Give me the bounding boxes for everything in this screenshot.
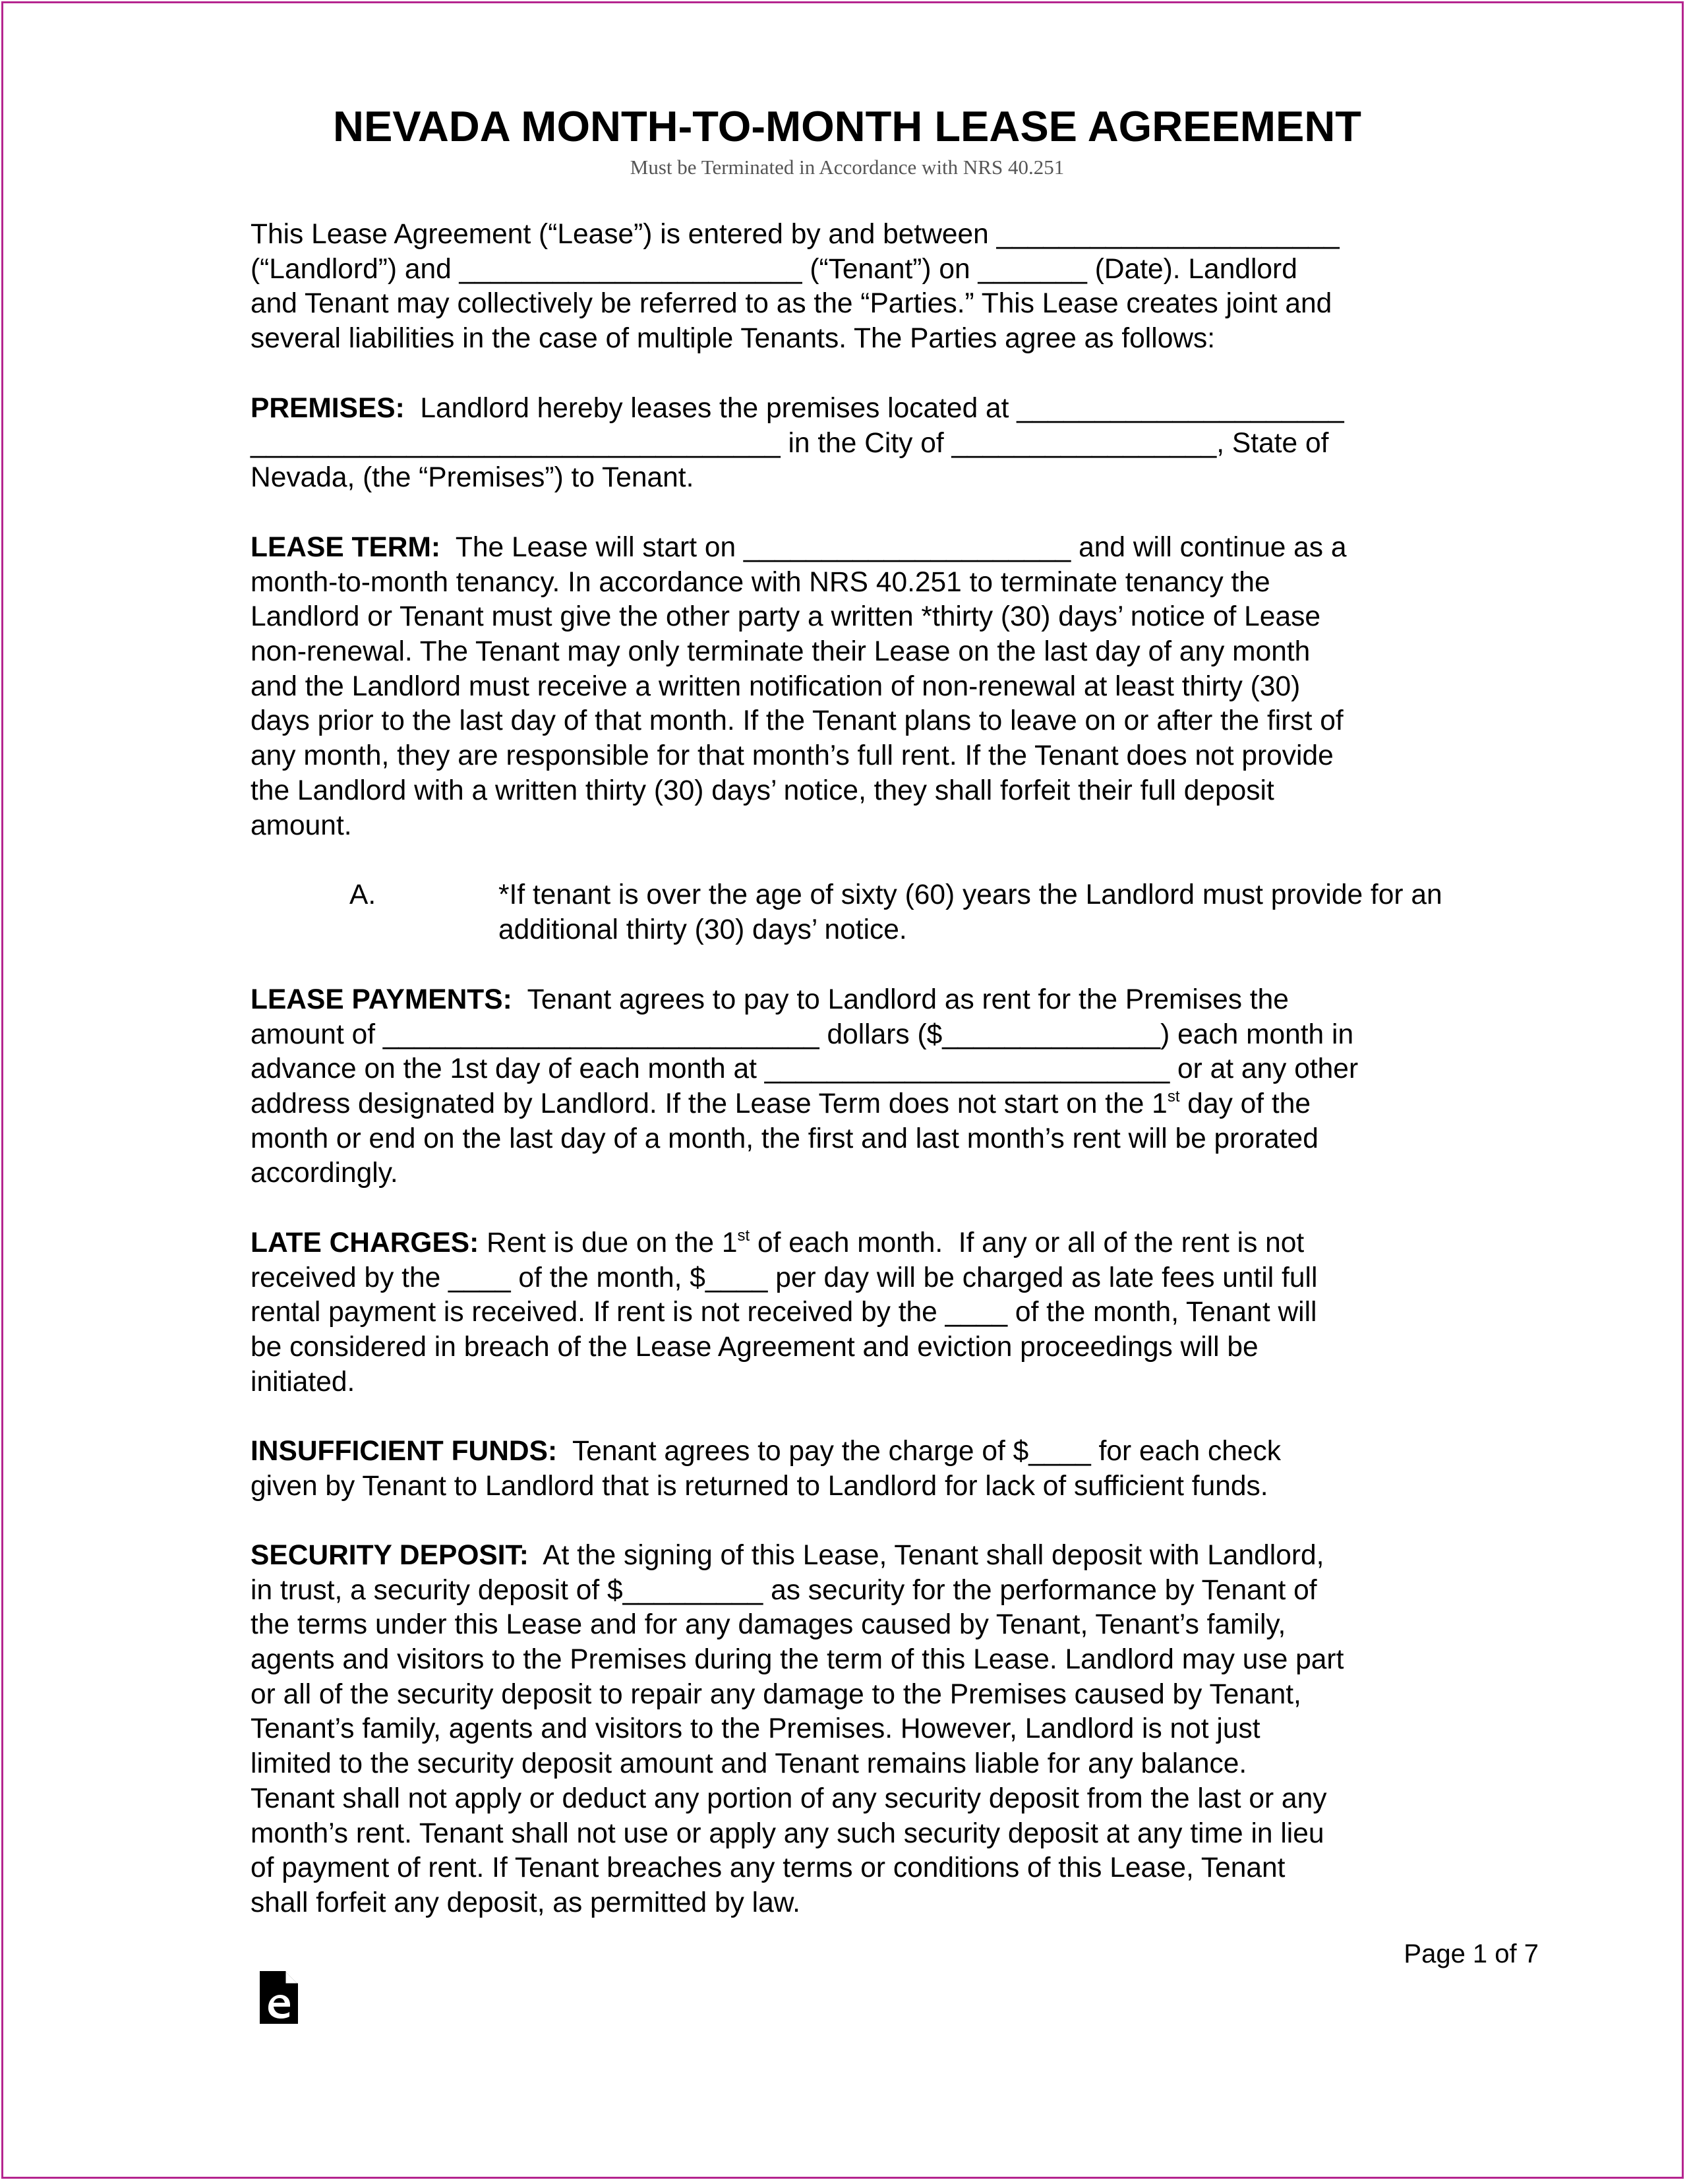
- security-deposit-line: Tenant’s family, agents and visitors to the Premises. However, Landlord is not just: [251, 1713, 1260, 1745]
- intro-line: (“Landlord”) and ______________________ (“Tenant”) on _______ (Date). Landlord: [251, 253, 1297, 285]
- late-charges-line: [251, 1226, 1444, 1261]
- eforms-logo-icon: [258, 1970, 299, 2025]
- late-charges-line1-b: of each month. If any or all of the rent is not: [750, 1227, 1305, 1258]
- premises-line: [251, 392, 1444, 427]
- lease-term-line: month-to-month tenancy. In accordance with NRS 40.251 to terminate tenancy the: [251, 566, 1270, 598]
- premises-line: Nevada, (the “Premises”) to Tenant.: [251, 462, 694, 494]
- lease-payments-line: advance on the 1st day of each month at __________________________ or at any other: [251, 1053, 1359, 1085]
- insufficient-funds-section: [251, 1434, 1444, 1504]
- lease-term-heading: LEASE TERM:: [251, 532, 441, 563]
- ordinal-suffix: st: [1167, 1088, 1180, 1106]
- security-deposit-line: or all of the security deposit to repair any damage to the Premises caused by Tenant,: [251, 1678, 1301, 1710]
- security-deposit-line: shall forfeit any deposit, as permitted by law.: [251, 1887, 800, 1918]
- security-deposit-line: the terms under this Lease and for any damages caused by Tenant, Tenant’s family,: [251, 1609, 1286, 1641]
- sub-item-line: additional thirty (30) days’ notice.: [498, 914, 907, 945]
- intro-line: and Tenant may collectively be referred to as the “Parties.” This Lease creates joint and: [251, 288, 1332, 320]
- late-charges-line1-a: Rent is due on the 1: [479, 1227, 738, 1258]
- lease-payments-line4-b: day of the: [1179, 1088, 1311, 1120]
- intro-line: several liabilities in the case of multiple Tenants. The Parties agree as follows:: [251, 323, 1216, 355]
- premises-line: __________________________________ in the City of _________________, State of: [251, 427, 1329, 459]
- lease-payments-line: [251, 983, 1444, 1018]
- lease-payments-line: month or end on the last day of a month, the first and last month’s rent will be prorated: [251, 1123, 1319, 1154]
- lease-term-line: and the Landlord must receive a written notification of non-renewal at least thirty (30): [251, 670, 1301, 702]
- security-deposit-line: limited to the security deposit amount and Tenant remains liable for any balance.: [251, 1748, 1247, 1780]
- lease-payments-line4-a: address designated by Landlord. If the Lease Term does not start on the 1: [251, 1088, 1168, 1120]
- security-deposit-line: agents and visitors to the Premises during the term of this Lease. Landlord may use part: [251, 1644, 1344, 1676]
- security-deposit-line: of payment of rent. If Tenant breaches any terms or conditions of this Lease, Tenant: [251, 1852, 1286, 1884]
- lease-term-line: any month, they are responsible for that month’s full rent. If the Tenant does not provide: [251, 740, 1334, 772]
- lease-payments-line: amount of ____________________________ dollars ($______________) each month in: [251, 1018, 1354, 1050]
- security-deposit-section: [251, 1539, 1444, 1921]
- page-number: Page 1 of 7: [1404, 1939, 1539, 1968]
- lease-term-line: [251, 531, 1444, 566]
- insufficient-funds-line: given by Tenant to Landlord that is returned to Landlord for lack of sufficient funds.: [251, 1470, 1268, 1502]
- lease-term-line: the Landlord with a written thirty (30) days’ notice, they shall forfeit their full deposit: [251, 775, 1274, 806]
- late-charges-line: be considered in breach of the Lease Agreement and eviction proceedings will be: [251, 1332, 1259, 1363]
- sub-item-line: *If tenant is over the age of sixty (60) years the Landlord must provide for an: [498, 879, 1442, 910]
- intro-paragraph: [251, 218, 1444, 357]
- ordinal-suffix: st: [737, 1227, 750, 1245]
- intro-line: This Lease Agreement (“Lease”) is entered by and between ______________________: [251, 219, 1340, 250]
- lease-term-section: [251, 531, 1444, 843]
- lease-term-line: days prior to the last day of that month. If the Tenant plans to leave on or after the first of: [251, 705, 1344, 737]
- lease-term-line: Landlord or Tenant must give the other party a written *thirty (30) days’ notice of Lease: [251, 601, 1320, 633]
- security-deposit-line: Tenant shall not apply or deduct any portion of any security deposit from the last or any: [251, 1783, 1327, 1814]
- document-subtitle: Must be Terminated in Accordance with NRS 40.251: [630, 156, 1065, 179]
- insufficient-funds-heading: INSUFFICIENT FUNDS:: [251, 1436, 558, 1467]
- late-charges-line: rental payment is received. If rent is not received by the ____ of the month, Tenant will: [251, 1297, 1317, 1328]
- lease-payments-line1-text: Tenant agrees to pay to Landlord as rent for the Premises the: [512, 984, 1289, 1015]
- late-charges-section: [251, 1226, 1444, 1400]
- premises-heading: PREMISES:: [251, 393, 405, 424]
- late-charges-line: initiated.: [251, 1366, 355, 1398]
- lease-term-line: amount.: [251, 810, 352, 841]
- security-deposit-line: in trust, a security deposit of $_________ as security for the performance by Tenant of: [251, 1574, 1317, 1606]
- security-deposit-line: month’s rent. Tenant shall not use or apply any such security deposit at any time in lieu: [251, 1817, 1324, 1849]
- insufficient-funds-line1-text: Tenant agrees to pay the charge of $____ for each check: [557, 1436, 1282, 1467]
- document-title: NEVADA MONTH-TO-MONTH LEASE AGREEMENT: [333, 102, 1361, 150]
- sub-item-text: [498, 878, 1487, 947]
- insufficient-funds-line: [251, 1434, 1444, 1469]
- security-deposit-line1-text: At the signing of this Lease, Tenant shall deposit with Landlord,: [528, 1540, 1324, 1571]
- list-marker: A.: [349, 879, 376, 910]
- lease-term-line: non-renewal. The Tenant may only terminate their Lease on the last day of any month: [251, 636, 1311, 668]
- security-deposit-line: [251, 1539, 1444, 1574]
- lease-term-line1-text: The Lease will start on _____________________ and will continue as a: [440, 532, 1347, 563]
- lease-payments-line: accordingly.: [251, 1158, 398, 1189]
- lease-payments-heading: LEASE PAYMENTS:: [251, 984, 512, 1015]
- premises-section: [251, 392, 1444, 496]
- late-charges-line: received by the ____ of the month, $____ per day will be charged as late fees until full: [251, 1262, 1318, 1293]
- security-deposit-heading: SECURITY DEPOSIT:: [251, 1540, 529, 1571]
- lease-payments-line: [251, 1087, 1444, 1122]
- late-charges-heading: LATE CHARGES:: [251, 1227, 479, 1258]
- lease-payments-section: [251, 983, 1444, 1191]
- premises-line1-text: Landlord hereby leases the premises located at _____________________: [404, 393, 1344, 424]
